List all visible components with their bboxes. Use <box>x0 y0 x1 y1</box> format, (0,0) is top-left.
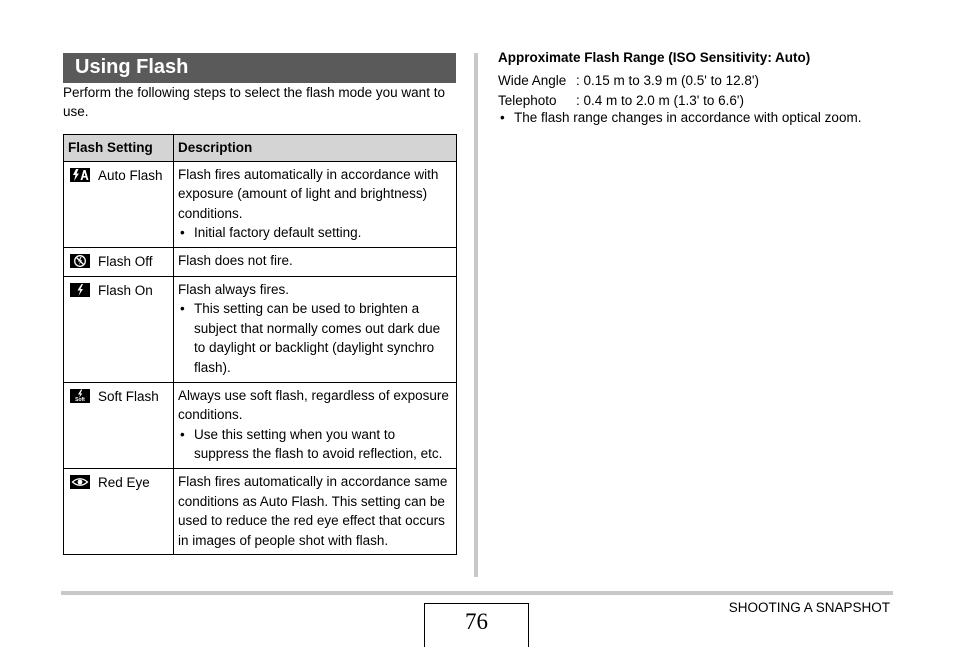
soft-flash-icon-text: Soft <box>75 396 85 403</box>
list-item: • This setting can be used to brighten a subject that normally comes out dark due to daylight or backlight (daylight synchro flash). <box>178 299 450 377</box>
auto-flash-icon <box>70 168 90 182</box>
setting-label: Red Eye <box>98 474 150 490</box>
setting-description: Flash fires automatically in accordance same conditions as Auto Flash. This setting can be used to reduce the red eye effect that occurs in images of people shot with flash. <box>178 473 448 548</box>
setting-description: Flash always fires. <box>178 281 290 297</box>
soft-flash-icon <box>70 389 90 403</box>
table-row <box>64 382 457 468</box>
column-divider <box>474 53 478 577</box>
table-row <box>64 161 457 247</box>
intro-text: Perform the following steps to select the flash mode you want to use. <box>63 85 445 119</box>
table-header-row <box>64 135 457 162</box>
flash-range-title: Approximate Flash Range (ISO Sensitivity: Auto) <box>498 50 811 65</box>
header-flash-setting: Flash Setting <box>64 135 174 162</box>
list-item: • Use this setting when you want to suppress the flash to avoid reflection, etc. <box>178 425 450 464</box>
flash-range-section <box>498 48 918 125</box>
header-description: Description <box>174 135 457 162</box>
flash-settings-table <box>63 134 457 555</box>
flash-range-list <box>498 71 918 110</box>
section-title: Using Flash <box>63 53 456 83</box>
setting-description: Flash fires automatically in accordance with exposure (amount of light and brightness) conditions. <box>178 166 439 221</box>
footer-rule <box>61 591 893 595</box>
wide-angle-row <box>498 71 918 91</box>
page-number: 76 <box>424 603 529 647</box>
setting-label: Soft Flash <box>98 388 159 404</box>
flash-range-note: • The flash range changes in accordance with optical zoom. <box>498 110 918 125</box>
setting-label: Flash On <box>98 282 153 298</box>
telephoto-value: : 0.4 m to 2.0 m (1.3' to 6.6') <box>576 92 744 108</box>
wide-angle-label: Wide Angle <box>498 73 567 88</box>
red-eye-icon <box>70 475 90 489</box>
flash-on-icon <box>70 283 90 297</box>
telephoto-row <box>498 91 918 111</box>
list-item: • Initial factory default setting. <box>178 223 450 243</box>
footer-section-title: SHOOTING A SNAPSHOT <box>728 600 890 615</box>
setting-label: Auto Flash <box>98 167 163 183</box>
flash-off-icon <box>70 254 90 268</box>
setting-description: Always use soft flash, regardless of exposure conditions. <box>178 387 449 423</box>
setting-label: Flash Off <box>98 253 153 269</box>
setting-description: Flash does not fire. <box>178 252 293 268</box>
telephoto-label: Telephoto <box>498 92 557 108</box>
wide-angle-value: : 0.15 m to 3.9 m (0.5' to 12.8') <box>576 73 759 88</box>
table-row <box>64 276 457 382</box>
table-row <box>64 247 457 276</box>
table-row <box>64 468 457 554</box>
